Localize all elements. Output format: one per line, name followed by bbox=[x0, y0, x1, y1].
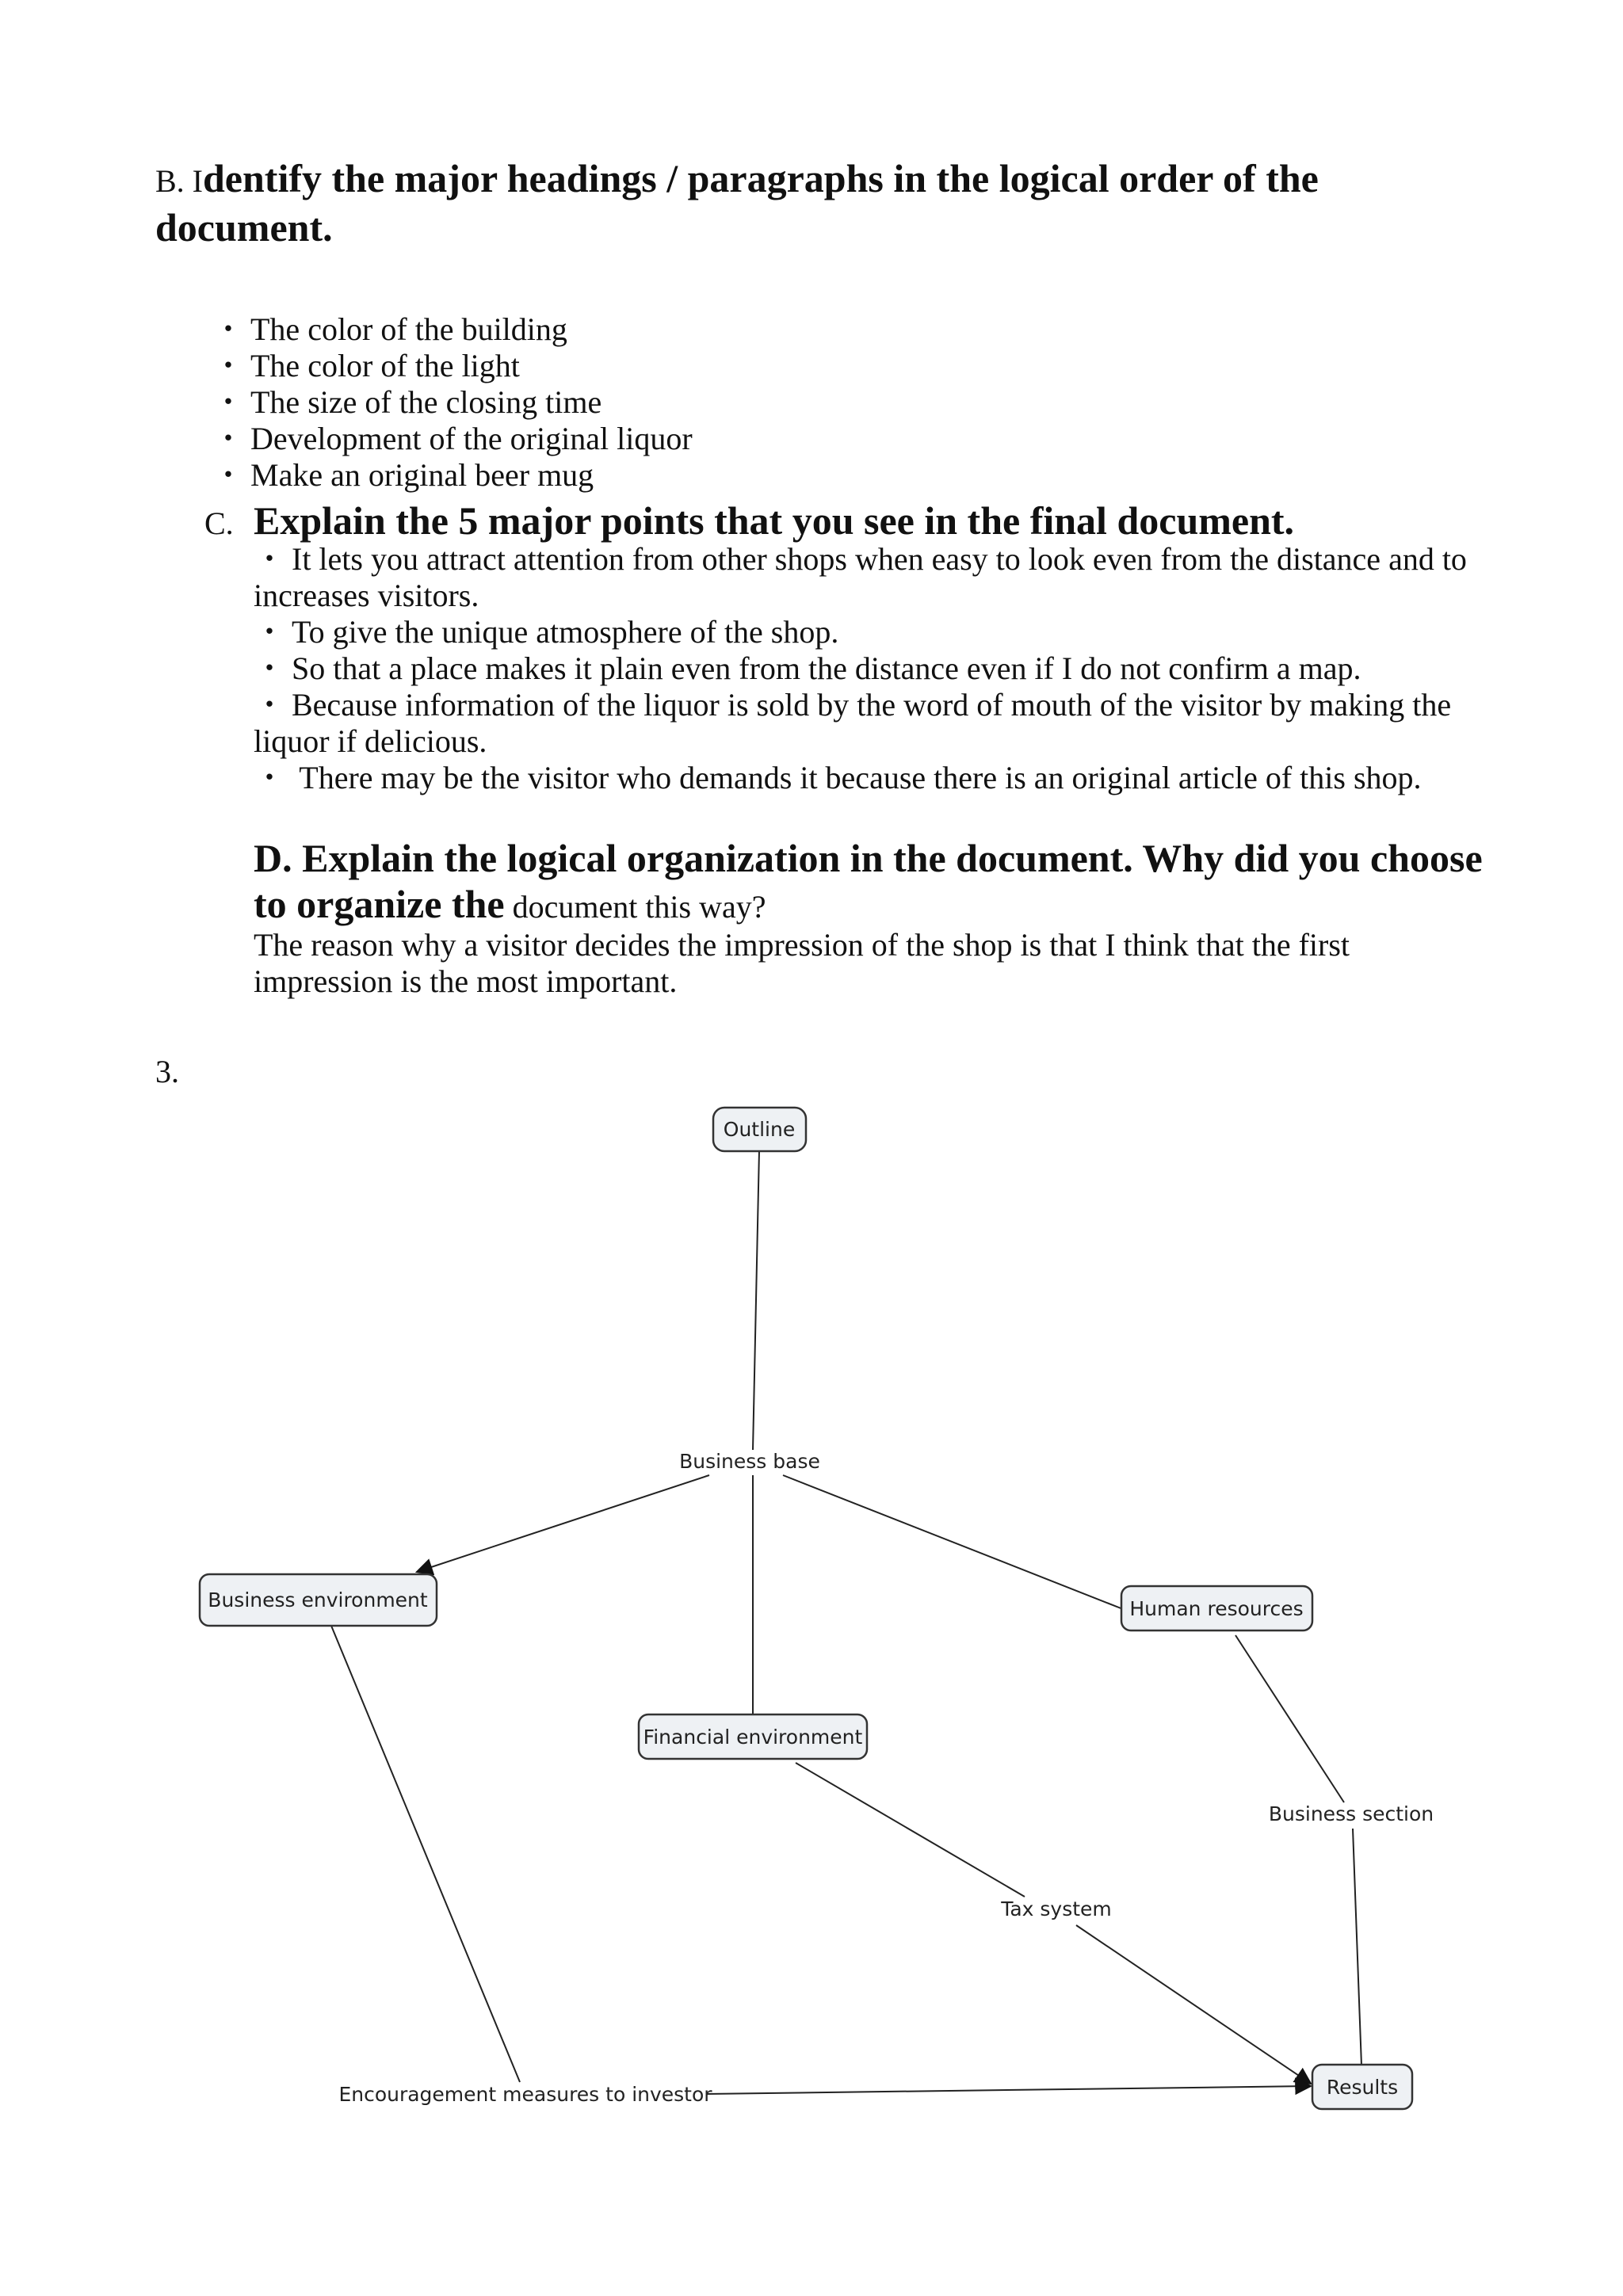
node-human-resources-label: Human resources bbox=[1129, 1597, 1304, 1620]
bullet-icon: ・ bbox=[212, 457, 244, 493]
node-encouragement-label: Encouragement measures to investor bbox=[338, 2083, 712, 2106]
node-business-environment-label: Business environment bbox=[208, 1589, 428, 1611]
node-business-base-label: Business base bbox=[679, 1450, 820, 1473]
bullet-icon: ・ bbox=[212, 421, 244, 456]
bullet-icon: ・ bbox=[212, 348, 244, 383]
section-b-prefix: B. I bbox=[155, 163, 203, 199]
list-item: ・ Development of the original liquor bbox=[212, 421, 693, 456]
section-d-answer: The reason why a visitor decides the impression of the shop is that I think that the first impression is the most important. bbox=[254, 927, 1350, 999]
list-item: ・ There may be the visitor who demands it because there is an original article of this shop. bbox=[254, 760, 1422, 795]
edge-businessbase-businessenvironment bbox=[417, 1475, 709, 1572]
node-human-resources bbox=[1121, 1586, 1312, 1630]
bullet-icon: ・ bbox=[212, 384, 244, 420]
edge-businesssection-results bbox=[1353, 1829, 1361, 2065]
node-business-section-label: Business section bbox=[1268, 1802, 1434, 1825]
list-item: ・ Make an original beer mug bbox=[212, 457, 594, 493]
bullet-icon: ・ bbox=[254, 541, 285, 577]
edge-encouragement-results bbox=[706, 2086, 1311, 2094]
bullet-icon: ・ bbox=[254, 650, 285, 686]
section-c-prefix: C. bbox=[204, 505, 234, 541]
section-d-heading-rest: document this way? bbox=[504, 889, 766, 925]
section-3-label: 3. bbox=[155, 1054, 179, 1089]
edge-businessenvironment-encouragement bbox=[331, 1626, 520, 2082]
list-item: ・ So that a place makes it plain even from the distance even if I do not confirm a map. bbox=[254, 650, 1361, 686]
node-business-environment bbox=[200, 1574, 437, 1626]
list-item: ・ To give the unique atmosphere of the shop. bbox=[254, 614, 839, 650]
list-item: ・ The color of the light bbox=[212, 348, 520, 383]
node-results bbox=[1312, 2065, 1412, 2109]
edge-outline-businessbase bbox=[753, 1150, 759, 1450]
edge-human-businesssection bbox=[1235, 1635, 1344, 1802]
section-d-heading-bold: D. Explain the logical organization in the document. Why did you choose to organize the bbox=[254, 836, 1483, 926]
node-financial-environment bbox=[639, 1714, 867, 1759]
bullet-icon: ・ bbox=[254, 760, 285, 795]
section-b-heading-text: dentify the major headings / paragraphs in the logical order of the document. bbox=[155, 156, 1319, 250]
bullet-icon: ・ bbox=[254, 614, 285, 650]
edge-businessbase-human bbox=[783, 1475, 1123, 1609]
section-c-heading-text: Explain the 5 major points that you see in the final document. bbox=[254, 498, 1295, 543]
edge-financial-taxsystem bbox=[796, 1763, 1025, 1897]
list-item: ・ Because information of the liquor is sold by the word of mouth of the visitor by making the liquor if delicious. bbox=[254, 687, 1452, 759]
edge-taxsystem-results bbox=[1076, 1925, 1311, 2084]
list-item: ・ It lets you attract attention from other shops when easy to look even from the distance and to increases visitors. bbox=[254, 541, 1467, 613]
node-tax-system-label: Tax system bbox=[1001, 1897, 1112, 1920]
bullet-icon: ・ bbox=[212, 311, 244, 347]
list-item: ・ The size of the closing time bbox=[212, 384, 602, 420]
node-results-label: Results bbox=[1326, 2076, 1399, 2099]
list-item: ・ The color of the building bbox=[212, 311, 567, 347]
node-outline-label: Outline bbox=[723, 1118, 796, 1141]
node-outline bbox=[713, 1108, 806, 1151]
bullet-icon: ・ bbox=[254, 687, 285, 723]
node-financial-environment-label: Financial environment bbox=[643, 1726, 863, 1749]
